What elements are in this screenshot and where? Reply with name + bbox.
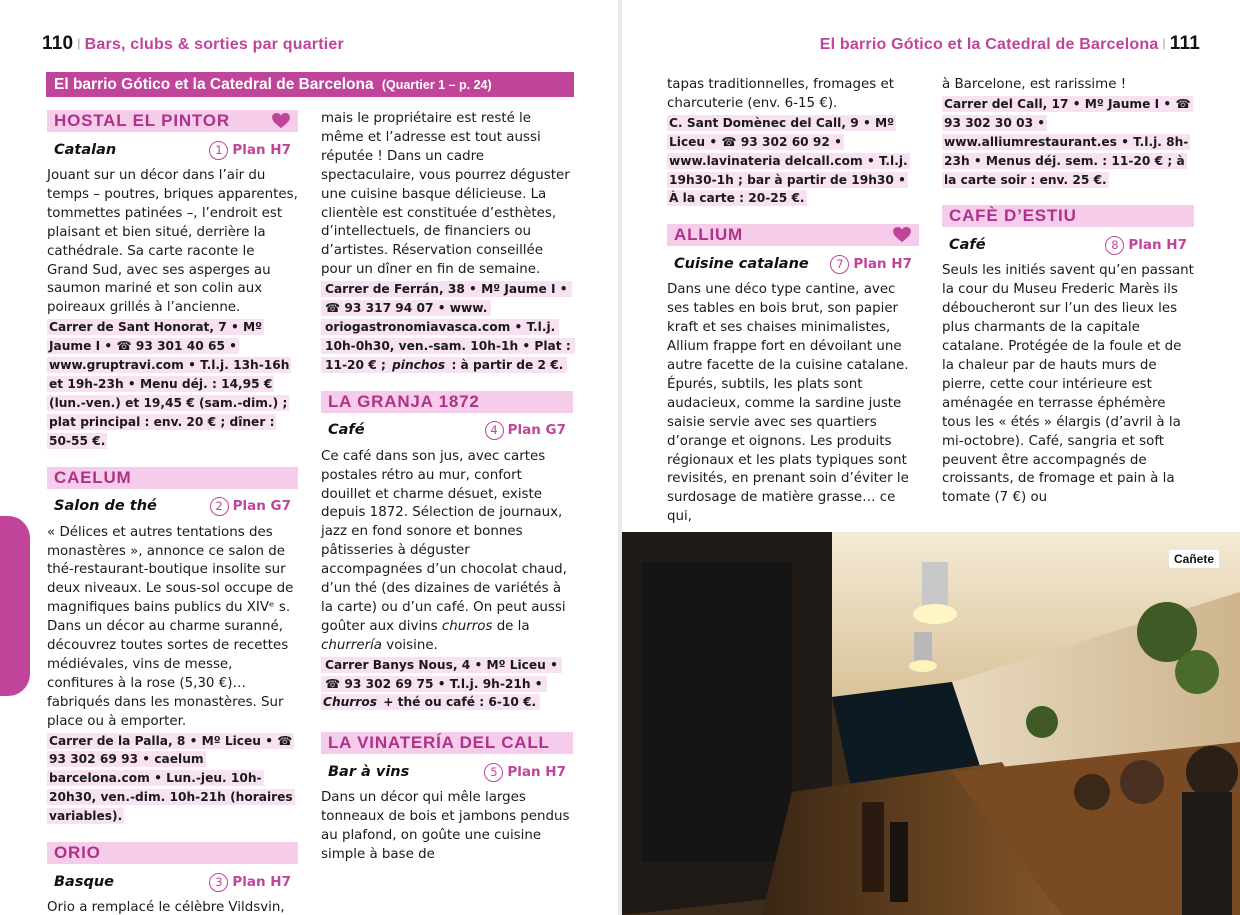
venue-kind: Café (328, 422, 365, 439)
venue-la-granja-1872 (321, 391, 573, 713)
venue-allium (667, 224, 919, 527)
venue-orio-continued (321, 110, 573, 375)
venue-heading: LA GRANJA 1872 (321, 391, 573, 413)
heart-icon (893, 227, 911, 243)
circled-number-icon: 4 (485, 421, 504, 440)
plan-reference: 8 Plan H7 (1105, 236, 1187, 255)
quarter-title: El barrio Gótico et la Catedral de Barcelona (54, 76, 374, 93)
venue-kind: Bar à vins (328, 763, 410, 780)
venue-heading: CAFÈ D’ESTIU (942, 205, 1194, 227)
restaurant-photo (622, 532, 1240, 915)
photo-caption: Cañete (1169, 550, 1219, 568)
heart-icon (272, 113, 290, 129)
plan-reference: 4 Plan G7 (485, 421, 566, 440)
venue-description: Dans un décor qui mêle larges tonneaux de bois et jambons pendus au plafond, on goûte une cuisine simple à base de (321, 790, 570, 863)
left-column-1 (47, 110, 298, 915)
running-head-right-text: El barrio Gótico et la Catedral de Barcelona (819, 36, 1159, 53)
left-column-2 (321, 110, 573, 877)
circled-number-icon: 8 (1105, 236, 1124, 255)
right-column-2 (942, 76, 1194, 520)
plan-reference: 1 Plan H7 (209, 141, 291, 160)
venue-info: Carrer Banys Nous, 4 • Mº Liceu • ☎ 93 302 69 75 • T.l.j. 9h-21h • Churros + thé ou café : 6-10 €. (321, 656, 573, 713)
venue-heading: HOSTAL EL PINTOR (47, 110, 298, 132)
quarter-title-bar (46, 72, 574, 97)
venue-description: mais le propriétaire est resté le même et l’adresse est tout aussi réputée ! Dans un cadre spectaculaire, vous pourrez déguster une cuisine basque délicieuse. La clientèle est constituée d’esthètes, d’intellectuels, de financiers ou d’artistes. Réservation conseillée pour un dîner en fin de semaine. (321, 111, 570, 278)
circled-number-icon: 3 (209, 873, 228, 892)
venue-orio (47, 842, 298, 915)
venue-kind: Salon de thé (54, 498, 157, 515)
venue-description: Ce café dans son jus, avec cartes postales rétro au mur, confort douillet et charme désuet, existe depuis 1872. Sélection de journaux, jazz en fond sonore et bonnes pâtisseries à déguster accompagnées d’un chocolat chaud, d’un thé (des dizaines de variétés à la carte) ou d’un café. On peut aussi goûter aux divins churros de la churrería voisine. (321, 448, 567, 653)
right-column-1 (667, 76, 919, 539)
plan-reference: 2 Plan G7 (210, 497, 291, 516)
venue-kind: Basque (54, 873, 115, 890)
venue-description: Orio a remplacé le célèbre Vildsvin, (47, 900, 285, 915)
plan-reference: 7 Plan H7 (830, 255, 912, 274)
circled-number-icon: 1 (209, 141, 228, 160)
plan-reference: 5 Plan H7 (484, 763, 566, 782)
venue-info: C. Sant Domènec del Call, 9 • Mº Liceu • ☎ 93 302 60 92 • www.lavinateria delcall.com • T.l.j. 19h30-1h ; bar à partir de 19h30 • À la carte : 20-25 €. (669, 115, 908, 206)
venue-description: à Barcelone, est rarissime ! (942, 77, 1127, 92)
venue-heading: CAELUM (47, 467, 298, 489)
running-head-right: El barrio Gótico et la Catedral de Barcelona | 111 (819, 33, 1200, 54)
venue-kind: Café (949, 236, 986, 253)
venue-kind: Catalan (54, 141, 117, 158)
venue-info: Carrer de Ferrán, 38 • Mº Jaume I • ☎ 93 317 94 07 • www. oriogastronomiavasca.com • T.l.j. 10h-0h30, ven.-sam. 10h-1h • Plat : 11-20 € ; pinchos : à partir de 2 €. (321, 280, 573, 375)
circled-number-icon: 5 (484, 763, 503, 782)
venue-la-vinateria-del-call (321, 732, 573, 865)
venue-hostal-el-pintor (47, 110, 298, 451)
venue-description: tapas traditionnelles, fromages et charcuterie (env. 6-15 €). (667, 77, 894, 111)
venue-heading: LA VINATERÍA DEL CALL (321, 732, 573, 754)
venue-description: Jouant sur un décor dans l’air du temps – poutres, briques apparentes, tommettes patinées –, l’endroit est plaisant et bien situé, derrière la cathédrale. Sa carte raconte le Grand Sud, avec ses asperges au saumon mariné et son colin aux poireaux grillés à l’ancienne. (47, 168, 298, 316)
venue-info: Carrer del Call, 17 • Mº Jaume I • ☎ 93 302 30 03 • www.alliumrestaurant.es • T.l.j. 8h-23h • Menus déj. sem. : 11-20 € ; à la carte soir : env. 25 €. (944, 96, 1191, 187)
page-number-right: 111 (1169, 33, 1200, 54)
venue-heading: ALLIUM (667, 224, 919, 246)
circled-number-icon: 2 (210, 497, 229, 516)
venue-cafe-d-estiu (942, 205, 1194, 508)
right-page (622, 0, 1240, 915)
venue-info: Carrer de la Palla, 8 • Mº Liceu • ☎ 93 302 69 93 • caelum barcelona.com • Lun.-jeu. 10h-20h30, ven.-dim. 10h-21h (horaires variables). (49, 733, 293, 824)
quarter-ref: (Quartier 1 – p. 24) (381, 78, 492, 92)
photo-illustration (622, 532, 1240, 915)
page-number-left: 110 (42, 33, 74, 54)
circled-number-icon: 7 (830, 255, 849, 274)
plan-reference: 3 Plan H7 (209, 873, 291, 892)
running-head-left: 110 | Bars, clubs & sorties par quartier (42, 33, 344, 54)
venue-heading: ORIO (47, 842, 298, 864)
running-head-left-text: Bars, clubs & sorties par quartier (84, 36, 344, 53)
venue-caelum (47, 467, 298, 827)
venue-la-vinateria-continued (667, 76, 919, 208)
venue-description: Seuls les initiés savent qu’en passant la cour du Museu Frederic Marès ils déboucheront sur l’un des lieux les plus charmants de la capitale catalane. Protégée de la foule et de la chaleur par de hauts murs de pierre, cette cour intérieure est aménagée en terrasse éphémère tous les « étés » élargis (d’avril à la mi-octobre). Café, sangria et soft peuvent être accompagnés de croissants, de fromage et pain à la tomate (7 €) ou (942, 263, 1194, 506)
venue-kind: Cuisine catalane (674, 255, 809, 272)
venue-description: « Délices et autres tentations des monastères », annonce ce salon de thé-restaurant-boutique insolite sur deux niveaux. Le sous-sol occupe de magnifiques bains publics du XIVᵉ s. Dans un décor au charme suranné, découvrez toutes sortes de recettes médiévales, vins de messe, confitures à la rose (5,30 €)… fabriqués dans les monastères. Sur place ou à emporter. (47, 524, 294, 729)
venue-allium-continued (942, 76, 1194, 189)
thumb-index-tab (0, 516, 30, 696)
venue-info: Carrer de Sant Honorat, 7 • Mº Jaume I • ☎ 93 301 40 65 • www.gruptravi.com • T.l.j. 13h-16h et 19h-23h • Menu déj. : 14,95 € (lun.-ven.) et 19,45 € (sam.-dim.) ; plat principal : env. 20 € ; dîner : 50-55 €. (49, 320, 290, 448)
venue-description: Dans une déco type cantine, avec ses tables en bois brut, son papier kraft et ses chaises minimalistes, Allium frappe fort en dévoilant une autre facette de la cuisine catalane. Épurés, subtils, les plats sont audacieux, comme la sardine juste saisie servie avec ses quartiers d’orange et oignons. Les produits régionaux et les plats typiques sont revisités, en prenant soin d’éviter le surdosage de matière grasse… ce qui, (667, 282, 909, 525)
left-page (0, 0, 618, 915)
